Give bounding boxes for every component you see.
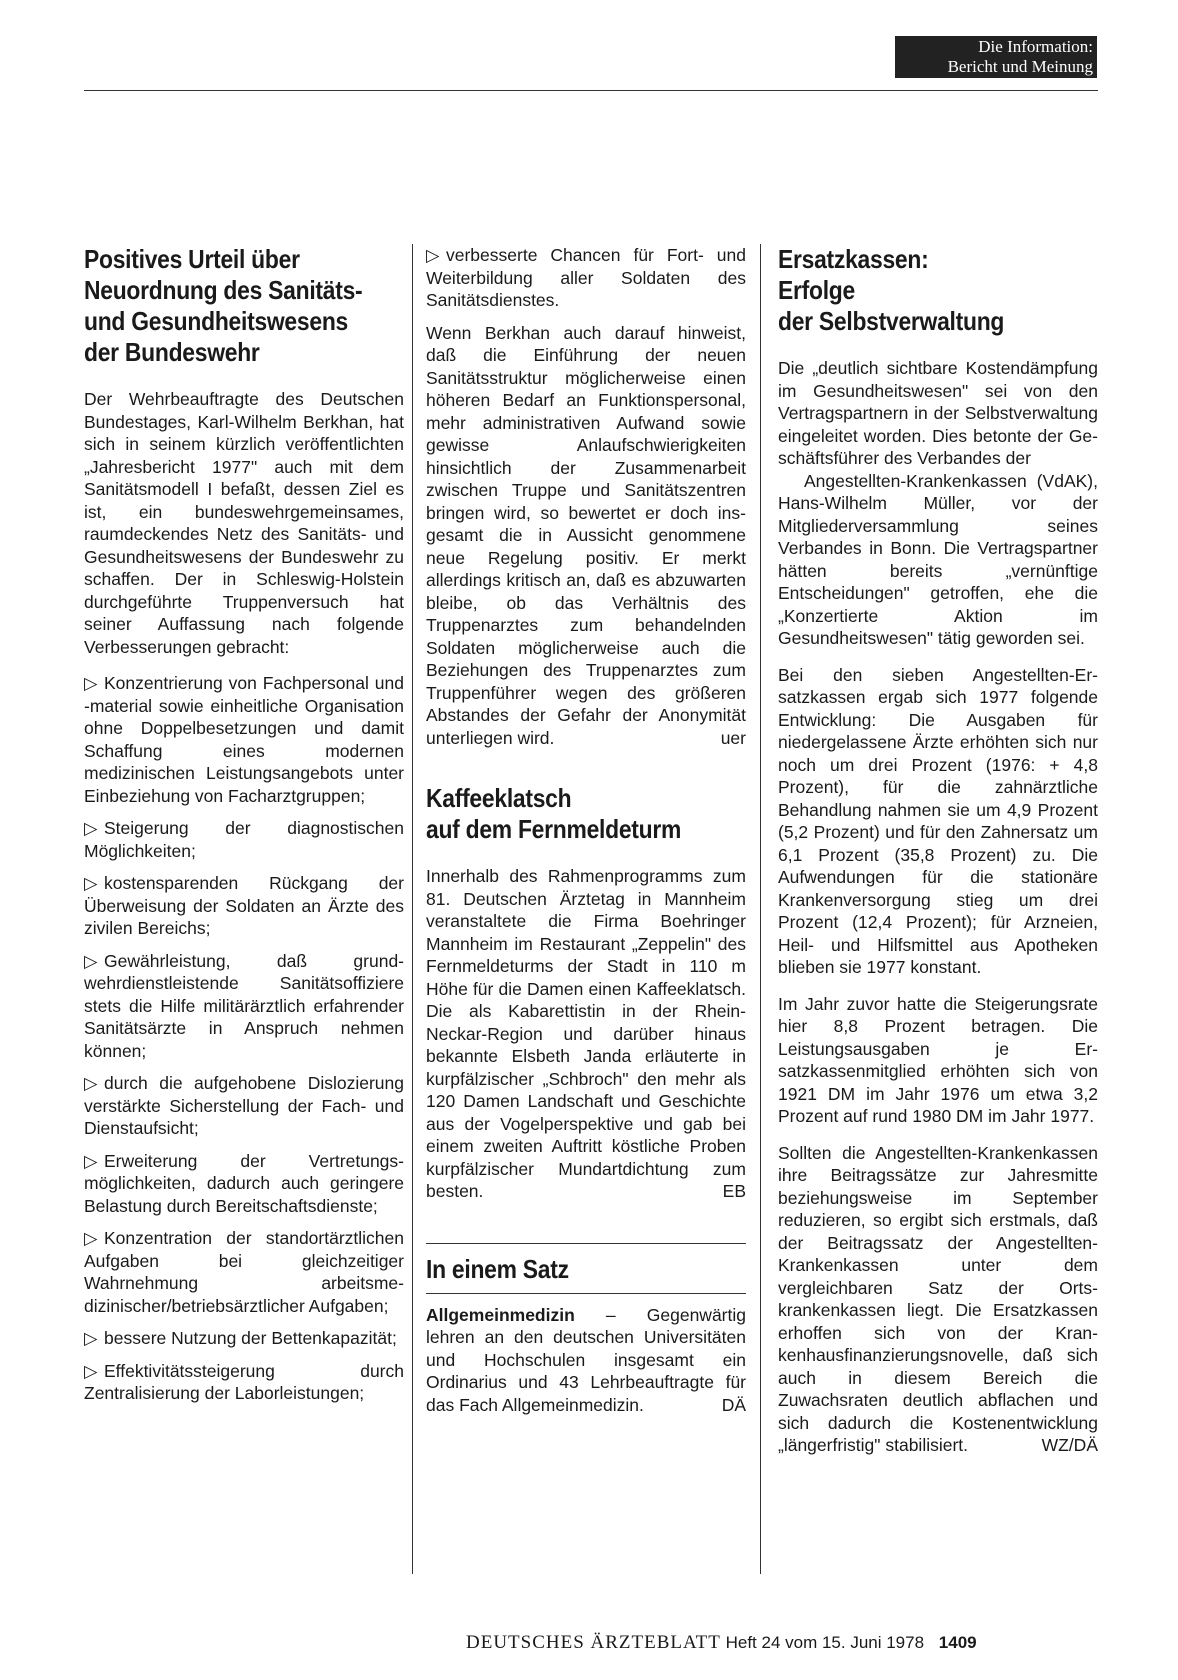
bullet-text: durch die aufgehobene Dislozierung verstärkte Sicherstellung der Fach- und Dienstaufsicht; (84, 1073, 404, 1138)
title-line: Positives Urteil über (84, 244, 300, 274)
section-label (895, 36, 1097, 78)
article-paragraph: Die „deutlich sichtbare Kostendämpfung im Gesundheitswesen" sei von den Vertragspartnern in der Selbstverwaltung eingeleitet worden. Dies betonte der Geschäftsführer des Verbandes der (778, 358, 1098, 468)
journal-name: DEUTSCHES ÄRZTEBLATT (466, 1632, 721, 1653)
triangle-bullet-icon: ▷ (84, 818, 98, 838)
bullet-text: bessere Nutzung der Bettenkapazität; (104, 1328, 397, 1348)
body-text: Innerhalb des Rahmenprogramms zum 81. Deutschen Ärztetag in Mannheim veranstaltete die Firma Boehringer Mannheim im Restaurant „Zeppelin" des Fernmeldeturms der Stadt in 110 m Höhe für die Damen einen Kaffeeklatsch. Die als Kabarettistin in der Rhein-Neckar-Region und darüber hinaus bekannte Elsbeth Janda erläuterte in kurpfälzischer „Schbroch" den mehr als 120 Damen Landschaft und Geschichte aus der Vogelperspektive und gab bei einem zweiten Auftritt köstliche Proben kurpfälzischer Mundartdichtung zum besten. (426, 866, 746, 1201)
bullet-item (84, 1360, 404, 1405)
column-2 (426, 244, 746, 1430)
article-body (426, 1304, 746, 1417)
article-closing (426, 322, 746, 750)
title-line: der Selbstverwaltung (778, 306, 1005, 336)
article-paragraph: Bei den sieben Angestellten-Ersatzkassen ergab sich 1977 folgende Entwicklung: Die Ausgaben für niedergelassene Ärzte erhöhten sich nur noch um drei Prozent (1976: + 4,8 Prozent), für die zahnärztliche Behandlung nahmen sie um 4,9 Prozent (5,2 Prozent) und für den Zahnersatz um 6,1 Prozent (35,8 Prozent) zu. Die Aufwendungen für die stationäre Krankenversorgung stieg um drei Prozent (12,4 Prozent); für Arzneien, Heil- und Hilfsmittel aus Apotheken blieben sie 1977 konstant. (778, 664, 1098, 977)
triangle-bullet-icon: ▷ (84, 950, 98, 971)
triangle-bullet-icon: ▷ (84, 1228, 98, 1248)
triangle-bullet-icon: ▷ (84, 1073, 98, 1093)
article-paragraph (778, 470, 1098, 650)
title-line: und Gesundheitswesens (84, 306, 348, 336)
bullet-item (84, 1227, 404, 1317)
title-line: Ersatzkassen: (778, 244, 929, 274)
author-signature: WZ/DÄ (1041, 1435, 1098, 1455)
bullet-text: kostensparenden Rückgang der Überweisung der Soldaten an Ärzte des zivilen Bereichs; (84, 873, 404, 938)
header-rule (84, 90, 1098, 91)
article-title-sanitaetswesen (84, 244, 408, 368)
section-rule (426, 1243, 746, 1244)
article-title-kaffeeklatsch (426, 783, 750, 845)
body-text: – Gegenwärtig lehren an den deutschen Universitäten und Hochschulen insgesamt ein Ordinarius und 43 Lehrbeauftragte für das Fach Allgemeinmedizin. (426, 1304, 746, 1415)
bullet-item (84, 672, 404, 807)
title-line: Erfolge (778, 275, 855, 305)
bullet-text: Konzentrierung von Fachpersonal und -material sowie einheitliche Organisation ohne Doppelbesetzungen und damit Schaffung eines modernen medizinischen Leistungsangebots unter Einbeziehung von Facharztgruppen; (84, 673, 404, 806)
article-paragraph: Im Jahr zuvor hatte die Steigerungsrate hier 8,8 Prozent betragen. Die Leistungsausgaben je Ersatzkassenmitglied erhöhten sich von 1921 DM im Jahr 1976 um etwa 3,2 Prozent auf rund 1980 DM im Jahr 1977. (778, 993, 1098, 1126)
closing-text: Wenn Berkhan auch darauf hinweist, daß die Einführung der neuen Sanitätsstruktur möglicherweise einen höheren Bedarf an Funktionspersonal, mehr administrativen Aufwand sowie gewisse Anlaufschwierigkeiten hinsichtlich der Zusammenarbeit zwischen Truppe und Sanitätszentren bringen wird, so bewertet er doch insgesamt die in Aussicht genommene neue Regelung positiv. Er merkt allerdings kritisch an, daß es abzuwarten bleibe, ob das Verhältnis des Truppenarztes zum behandelnden Soldaten möglicherweise auch die Beziehungen des Truppenarztes zum Truppenführer wegen des größeren Abstandes der Gefahr der Anonymität unterliegen wird. (426, 322, 746, 748)
bullet-item (84, 872, 404, 940)
column-divider (412, 244, 413, 1574)
bullet-item (84, 950, 404, 1063)
title-line: Neuordnung des Sanitäts- (84, 275, 363, 305)
column-divider (760, 244, 761, 1574)
bullet-text: Konzentration der standortärztlichen Aufgaben bei gleichzeitiger Wahrnehmung arbeitsmedizinischer/betriebsärztlicher Aufgaben; (84, 1228, 404, 1316)
author-signature: EB (722, 1181, 746, 1201)
bullet-item (84, 1150, 404, 1218)
triangle-bullet-icon: ▷ (84, 873, 98, 893)
keyword: Allgemeinmedizin (426, 1304, 575, 1325)
author-signature: DÄ (721, 1394, 746, 1415)
page-footer (466, 1632, 1106, 1654)
bullet-item (84, 1327, 404, 1350)
article-body (426, 865, 746, 1203)
bullet-item (84, 817, 404, 862)
bullet-text: Erweiterung der Vertretungsmöglichkeiten, dadurch auch geringere Belastung durch Bereitschaftsdienste; (84, 1150, 404, 1216)
column-3 (778, 244, 1098, 1471)
section-rule (426, 1293, 746, 1294)
article-paragraph (778, 1142, 1098, 1457)
article-title-in-einem-satz: In einem Satz (426, 1253, 569, 1284)
triangle-bullet-icon: ▷ (84, 1328, 98, 1348)
section-label-line2: Bericht und Meinung (947, 57, 1093, 76)
article-title-ersatzkassen (778, 244, 1102, 337)
paragraph-text: Sollten die Angestellten-Krankenkassen ihre Beitragssätze zur Jahresmitte beziehungsweise im September reduzieren, so ergibt sich erstmals, daß der Beitragssatz der Angestellten-Krankenkassen unter dem vergleichbaren Satz der Ortskrankenkassen liegt. Die Ersatzkassen erhoffen sich von der Krankenhausfinanzierungsnovelle, daß sich auch in diesem Bereich die Zuwachsraten deutlich abflachen und sich dadurch die Kostenentwicklung „längerfristig" stabilisiert. (778, 1142, 1098, 1455)
bullet-text: verbesserte Chancen für Fort- und Weiterbildung aller Soldaten des Sanitätsdienstes. (426, 245, 746, 310)
triangle-bullet-icon: ▷ (84, 673, 98, 693)
triangle-bullet-icon: ▷ (84, 1150, 98, 1171)
article-intro: Der Wehrbeauftragte des Deutschen Bundestages, Karl-Wilhelm Berkhan, hat sich in seinem kürzlich veröffentlichten „Jahresbericht 1977" auch mit dem Sanitätsmodell I befaßt, dessen Ziel es ist, ein bundeswehrgemeinsames, raumdeckendes Netz des Sanitäts- und Gesundheitswesens der Bundeswehr zu schaffen. Der in Schleswig-Holstein durchgeführte Truppenversuch hat seiner Auffassung nach folgende Verbesserungen gebracht: (84, 389, 404, 657)
title-line: Kaffeeklatsch (426, 783, 572, 813)
bullet-item (84, 1072, 404, 1140)
paragraph-text: Angestellten-Krankenkassen (VdAK), Hans-Wilhelm Müller, vor der Mitgliederversammlung seines Verbandes in Bonn. Die Vertragspartner hätten bereits „vernünftige Entscheidungen" getroffen, ehe die „Konzertierte Aktion im Gesundheitswesen" tätig geworden sei. (778, 470, 1098, 648)
author-signature: uer (720, 727, 746, 748)
bullet-text: Gewährleistung, daß grundwehrdienstleistende Sanitätsoffiziere stets die Hilfe militärärztlich erfahrender Sanitätsärzte in Anspruch nehmen können; (84, 950, 404, 1061)
bullet-text: Effektivitätssteigerung durch Zentralisierung der Laborleistungen; (84, 1360, 404, 1403)
bullet-text: Steigerung der diagnostischen Möglichkeiten; (84, 818, 404, 861)
page-number: 1409 (938, 1633, 977, 1652)
title-line: der Bundeswehr (84, 337, 260, 367)
column-1 (84, 244, 404, 1415)
section-label-line1: Die Information: (978, 37, 1093, 56)
title-line: auf dem Fernmeldeturm (426, 814, 682, 844)
issue-info: Heft 24 vom 15. Juni 1978 (725, 1633, 925, 1652)
bullet-item (426, 244, 746, 312)
triangle-bullet-icon: ▷ (84, 1360, 98, 1381)
triangle-bullet-icon: ▷ (426, 245, 440, 265)
